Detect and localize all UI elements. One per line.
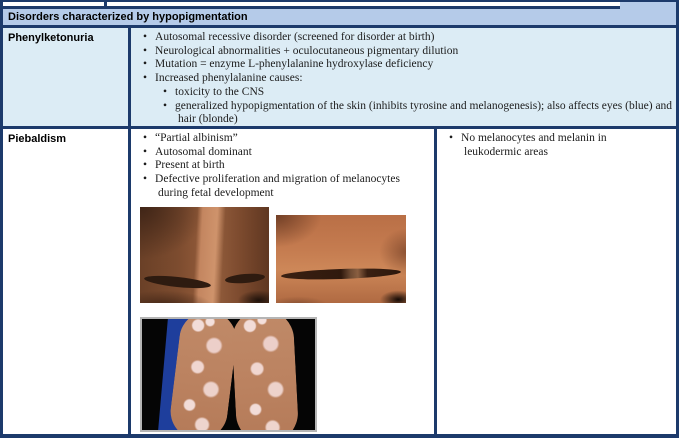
table-row-piebaldism [3,129,676,434]
sliver-bottom-border [3,6,620,9]
bullet-item: • Autosomal recessive disorder (screened for disorder at birth) [143,31,676,45]
eyebrow-poliosis-photo [276,215,406,303]
eyebrow-shape [281,267,401,281]
bullet-item: • Mutation = enzyme L-phenylalanine hydroxylase deficiency [143,58,676,72]
bullet-item: • Present at birth [143,159,427,173]
eyebrow-shape [225,272,266,284]
row-content-cell [131,129,434,434]
bullet-list [131,28,676,86]
sliver-blue-cell [620,2,676,9]
row-label: Piebaldism [8,133,67,145]
bullet-item: • Neurological abnormalities + oculocutaneous pigmentary dilution [143,45,676,59]
bullet-list [131,129,427,201]
sub-bullet-list [131,86,676,127]
section-title: Disorders characterized by hypopigmentation [8,11,248,23]
forehead-depigmented-patch-photo [140,207,269,303]
row-histology-cell [437,129,676,434]
row-label-cell [3,129,128,434]
bullet-item: • “Partial albinism” [143,132,427,146]
bullet-item: • Autosomal dominant [143,146,427,160]
sub-bullet-item: • generalized hypopigmentation of the skin (inhibits tyrosine and melanogenesis); also affects eyes (blue) and hair (blonde) [163,100,676,127]
forearms-depigmented-patches-photo [140,317,317,432]
bullet-text: Increased phenylalanine causes: [155,72,303,85]
sub-bullet-item: • toxicity to the CNS [163,86,676,100]
row-content-cell [131,28,676,126]
bullet-item: • Defective proliferation and migration of melanocytes during fetal development [143,173,427,200]
row-label-cell [3,28,128,126]
bullet-list [437,129,676,159]
eyebrow-shape [144,274,212,291]
previous-row-sliver [3,2,676,9]
bullet-item: • No melanocytes and melanin in leukodermic areas [449,132,639,159]
table-section-header [3,9,676,25]
row-label: Phenylketonuria [8,32,94,44]
bullet-item [143,72,676,86]
table-row-phenylketonuria [3,28,676,126]
forearm-shape [230,317,299,432]
